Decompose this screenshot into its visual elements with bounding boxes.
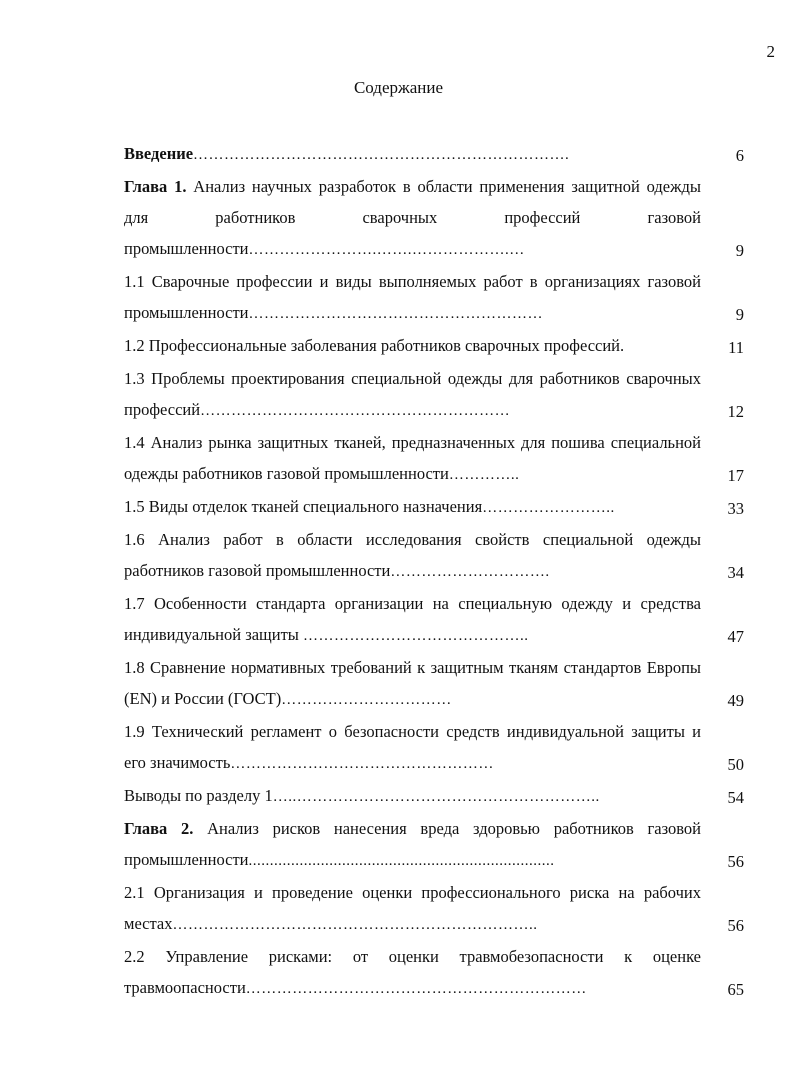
toc-entry — [124, 588, 744, 652]
toc-entry-page: 56 — [727, 916, 744, 935]
toc-entry-page: 6 — [735, 146, 744, 165]
toc-entry-leader: ………………………………………………………… — [245, 981, 587, 997]
toc-entry-text: 1.7 Особенности стандарта организации на специальную одежду и средства индивидуальной защиты — [124, 594, 701, 644]
toc-entry-leader: ........................................................................ — [248, 853, 555, 869]
toc-entry-bold: Глава 1. — [124, 177, 187, 196]
toc-entry — [124, 941, 744, 1005]
toc-entry-text: 1.1 Сварочные профессии и виды выполняемых работ в организациях газовой промышленности — [124, 272, 701, 322]
toc-entry-leader: …..………………………………………………….. — [272, 789, 600, 805]
table-of-contents — [124, 138, 744, 1005]
toc-entry-page: 49 — [727, 691, 744, 710]
toc-entry-page: 56 — [727, 852, 744, 871]
page-number: 2 — [766, 42, 775, 61]
toc-entry-page: 11 — [728, 338, 744, 357]
toc-entry — [124, 266, 744, 330]
toc-entry-text: Выводы по разделу 1 — [124, 786, 273, 805]
toc-entry-leader: ………………………………………………………………. — [193, 147, 570, 163]
toc-entry-text: Анализ рисков нанесения вреда здоровью работников газовой промышленности — [124, 819, 702, 869]
toc-entry-page: 65 — [727, 980, 744, 999]
toc-entry-leader: …………………………………………………………….. — [172, 917, 538, 933]
toc-entry — [124, 652, 744, 716]
toc-entry — [124, 363, 744, 427]
toc-entry-leader: …………………………………………… — [230, 756, 494, 772]
toc-entry-page: 17 — [727, 466, 744, 485]
toc-entry-page: 33 — [727, 499, 744, 518]
toc-entry-text: 1.8 Сравнение нормативных требований к защитным тканям стандартов Европы (EN) и России (ГОСТ) — [124, 658, 701, 708]
toc-entry-page: 34 — [727, 563, 744, 582]
toc-entry-page: 9 — [735, 305, 744, 324]
toc-entry-page: 47 — [727, 627, 744, 646]
toc-entry — [124, 171, 744, 266]
toc-entry-leader: …………………….. — [482, 500, 615, 516]
toc-entry — [124, 780, 744, 813]
toc-entry-text: 1.2 Профессиональные заболевания работников сварочных профессий. — [124, 336, 625, 355]
toc-entry-text: 1.5 Виды отделок тканей специального назначения — [124, 497, 483, 516]
toc-entry-bold: Глава 2. — [124, 819, 194, 838]
toc-entry — [124, 330, 744, 363]
toc-entry-text: 1.4 Анализ рынка защитных тканей, предназначенных для пошива специальной одежды работников газовой промышленности — [124, 433, 701, 483]
toc-entry-text: 1.3 Проблемы проектирования специальной одежды для работников сварочных профессий — [124, 369, 701, 419]
toc-entry — [124, 716, 744, 780]
toc-entry-leader: …………………………………….. — [303, 628, 529, 644]
toc-entry-page: 54 — [727, 788, 744, 807]
toc-entry — [124, 491, 744, 524]
toc-entry — [124, 813, 744, 877]
toc-title: Содержание — [353, 78, 444, 97]
toc-entry-leader: …………………………… — [281, 692, 452, 708]
toc-entry-leader: ………….. — [448, 467, 520, 483]
toc-entry-text: 2.2 Управление рисками: от оценки травмобезопасности к оценке травмоопасности — [124, 947, 701, 997]
toc-entry-page: 50 — [727, 755, 744, 774]
toc-entry-text: Анализ научных разработок в области применения защитной одежды для работников сварочных профессий газовой промышленности — [124, 177, 701, 258]
toc-entry-leader: …………………….…….……………….… — [248, 242, 525, 258]
toc-entry — [124, 877, 744, 941]
toc-entry — [124, 138, 744, 171]
toc-entry-leader: …………………………………………………… — [200, 403, 511, 419]
toc-entry-text: 1.9 Технический регламент о безопасности средств индивидуальной защиты и его значимость — [124, 722, 701, 772]
toc-entry-page: 9 — [735, 241, 744, 260]
toc-entry — [124, 427, 744, 491]
toc-entry — [124, 524, 744, 588]
toc-entry-text: 1.6 Анализ работ в области исследования свойств специальной одежды работников газовой промышленности — [124, 530, 701, 580]
toc-entry-leader: ………………………………………………… — [248, 306, 543, 322]
toc-entry-text: 2.1 Организация и проведение оценки профессионального риска на рабочих местах — [124, 883, 701, 933]
toc-entry-page: 12 — [727, 402, 744, 421]
toc-entry-leader: …………………………. — [390, 564, 550, 580]
toc-entry-bold: Введение — [124, 144, 194, 163]
